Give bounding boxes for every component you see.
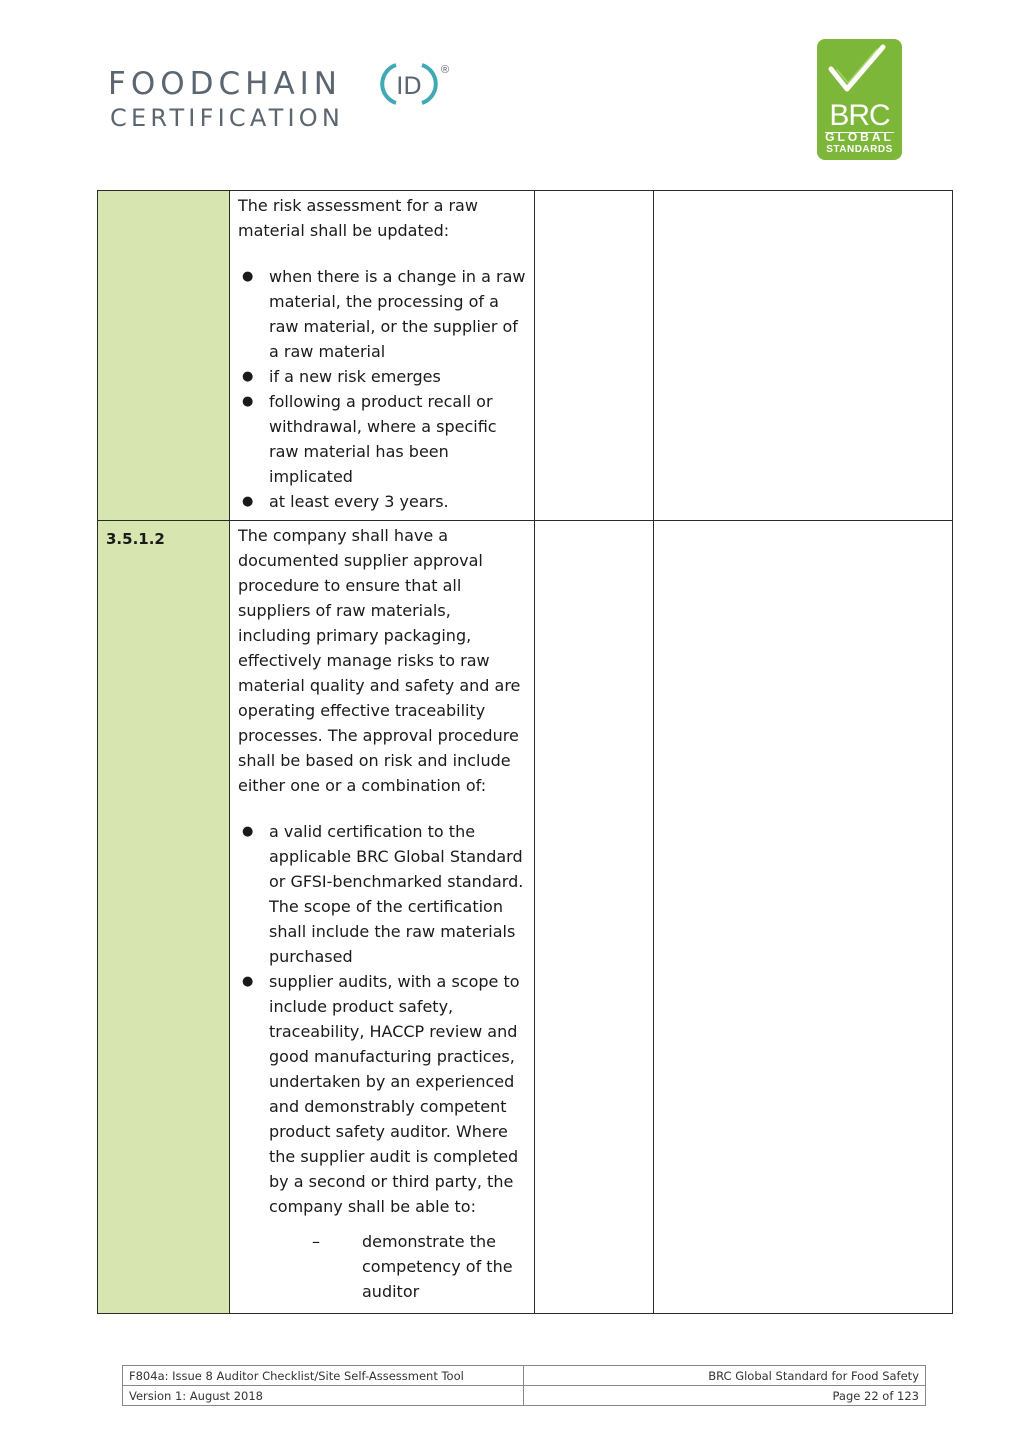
- requirement-intro: The risk assessment for a raw material shall be updated:: [238, 196, 478, 240]
- clause-number: [98, 191, 229, 197]
- list-item-text: if a new risk emerges: [269, 367, 441, 386]
- table-row: [98, 191, 953, 521]
- compliance-cell[interactable]: [535, 521, 654, 1314]
- footer-doc-title: F804a: Issue 8 Auditor Checklist/Site Self-Assessment Tool: [123, 1366, 524, 1386]
- brc-text: BRC: [829, 99, 890, 132]
- checkmark-icon: [817, 39, 902, 99]
- clause-cell: [98, 191, 230, 521]
- footer-version: Version 1: August 2018: [123, 1386, 524, 1406]
- audit-checklist-table: [97, 190, 953, 1314]
- requirement-bullet-list: [238, 819, 526, 1219]
- logo-word-foodchain: FOODCHAIN: [108, 66, 342, 102]
- requirement-bullet-list: [238, 264, 526, 514]
- requirement-cell: [230, 191, 535, 521]
- standards-text: STANDARDS: [826, 144, 893, 155]
- id-badge-icon: [378, 60, 440, 108]
- compliance-cell[interactable]: [535, 191, 654, 521]
- bullet-icon: ●: [242, 974, 254, 989]
- dash-icon: –: [312, 1232, 320, 1251]
- sub-list-item-text: demonstrate the competency of the auditor: [362, 1232, 513, 1301]
- footer-standard-name: BRC Global Standard for Food Safety: [524, 1366, 926, 1386]
- global-text: GLOBAL: [825, 130, 894, 144]
- bullet-icon: ●: [242, 494, 254, 509]
- bullet-icon: ●: [242, 394, 254, 409]
- logo-id-mark: ID: [396, 72, 422, 100]
- bullet-icon: ●: [242, 824, 254, 839]
- list-item-text: following a product recall or withdrawal, where a specific raw material has been implicated: [269, 392, 497, 486]
- sub-list-item: [238, 1229, 526, 1304]
- bullet-icon: ●: [242, 269, 254, 284]
- bullet-icon: ●: [242, 369, 254, 384]
- table-row: [98, 521, 953, 1314]
- brc-global-standards-logo: [817, 39, 902, 160]
- list-item-text: at least every 3 years.: [269, 492, 449, 511]
- list-item-text: a valid certification to the applicable BRC Global Standard or GFSI-benchmarked standard. The scope of the certification shall include the raw materials purchased: [269, 822, 524, 966]
- list-item: [238, 969, 526, 1219]
- list-item-text: when there is a change in a raw material, the processing of a raw material, or the supplier of a raw material: [269, 267, 526, 361]
- list-item: [238, 819, 526, 969]
- list-item-text: supplier audits, with a scope to include product safety, traceability, HACCP review and good manufacturing practices, undertaken by an experienced and demonstrably competent product safety auditor. Where the supplier audit is completed by a second or third party, the company shall be able to:: [269, 972, 520, 1216]
- logo-word-certification: CERTIFICATION: [110, 104, 344, 132]
- comments-cell[interactable]: [654, 191, 953, 521]
- list-item: [238, 264, 526, 364]
- clause-number: 3.5.1.2: [106, 530, 165, 548]
- list-item: [238, 389, 526, 489]
- page-footer: [122, 1365, 926, 1406]
- list-item: [238, 364, 526, 389]
- foodchain-id-logo: [108, 58, 468, 138]
- comments-cell[interactable]: [654, 521, 953, 1314]
- list-item: [238, 489, 526, 514]
- footer-page-number: Page 22 of 123: [524, 1386, 926, 1406]
- requirement-cell: [230, 521, 535, 1314]
- registered-mark: ®: [441, 64, 450, 76]
- clause-cell: [98, 521, 230, 1314]
- requirement-intro: The company shall have a documented supplier approval procedure to ensure that all suppliers of raw materials, including primary packaging, effectively manage risks to raw material quality and safety and are operating effective traceability processes. The approval procedure shall be based on risk and include either one or a combination of:: [238, 526, 521, 795]
